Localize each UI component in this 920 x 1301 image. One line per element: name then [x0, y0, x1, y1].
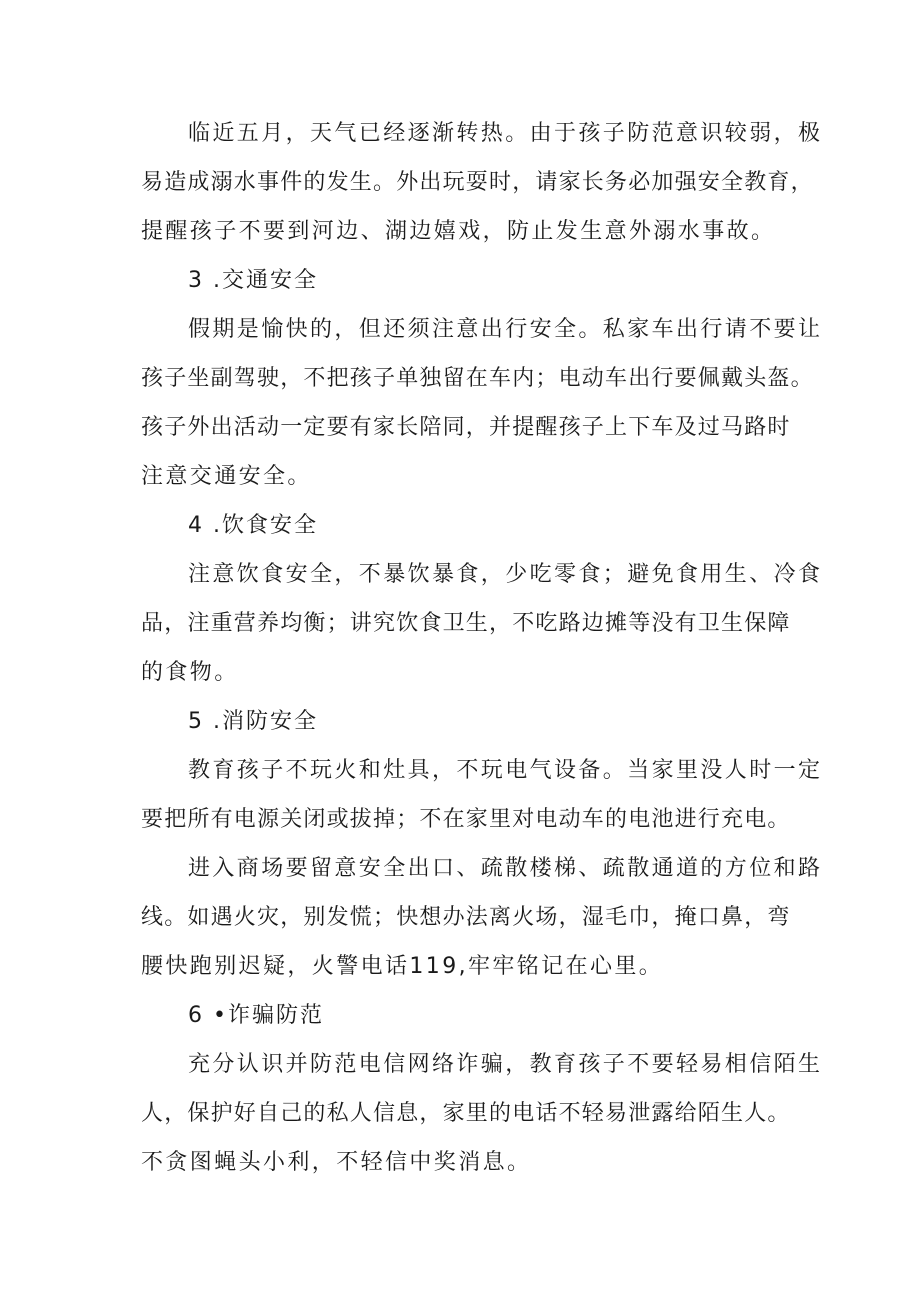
section-heading-traffic: 3 .交通安全 [188, 268, 318, 293]
paragraph-line: 孩子坐副驾驶，不把孩子单独留在车内；电动车出行要佩戴头盔。 [141, 366, 814, 391]
paragraph-line: 孩子外出活动一定要有家长陪同，并提醒孩子上下车及过马路时 [141, 415, 791, 440]
paragraph-line: 人，保护好自己的私人信息，家里的电话不轻易泄露给陌生人。 [141, 1101, 791, 1126]
paragraph-line: 提醒孩子不要到河边、湖边嬉戏，防止发生意外溺水事故。 [141, 219, 776, 244]
section-heading-food: 4 .饮食安全 [188, 513, 318, 538]
paragraph-line: 的食物。 [141, 660, 239, 685]
section-heading-fire: 5 .消防安全 [188, 709, 318, 734]
paragraph-line: 充分认识并防范电信网络诈骗，教育孩子不要轻易相信陌生 [188, 1052, 823, 1077]
paragraph-line: 注意饮食安全，不暴饮暴食，少吃零食；避免食用生、冷食 [188, 562, 823, 587]
paragraph-line: 假期是愉快的，但还须注意出行安全。私家车出行请不要让 [188, 317, 823, 342]
paragraph-line: 注意交通安全。 [141, 464, 312, 489]
paragraph-line: 要把所有电源关闭或拔掉；不在家里对电动车的电池进行充电。 [141, 807, 791, 832]
paragraph-line: 品，注重营养均衡；讲究饮食卫生，不吃路边摊等没有卫生保障 [141, 611, 791, 636]
paragraph-line: 易造成溺水事件的发生。外出玩耍时，请家长务必加强安全教育， [141, 170, 814, 195]
section-heading-fraud: 6 •诈骗防范 [188, 1003, 324, 1028]
paragraph-line: 临近五月，天气已经逐渐转热。由于孩子防范意识较弱，极 [188, 121, 823, 146]
paragraph-line: 进入商场要留意安全出口、疏散楼梯、疏散通道的方位和路 [188, 856, 823, 881]
paragraph-line: 教育孩子不玩火和灶具，不玩电气设备。当家里没人时一定 [188, 758, 823, 783]
paragraph-line: 线。如遇火灾，别发慌；快想办法离火场，湿毛巾，掩口鼻，弯 [141, 905, 791, 930]
paragraph-line: 腰快跑别迟疑，火警电话119,牢牢铭记在心里。 [141, 954, 664, 979]
paragraph-line: 不贪图蝇头小利，不轻信中奖消息。 [141, 1150, 532, 1175]
